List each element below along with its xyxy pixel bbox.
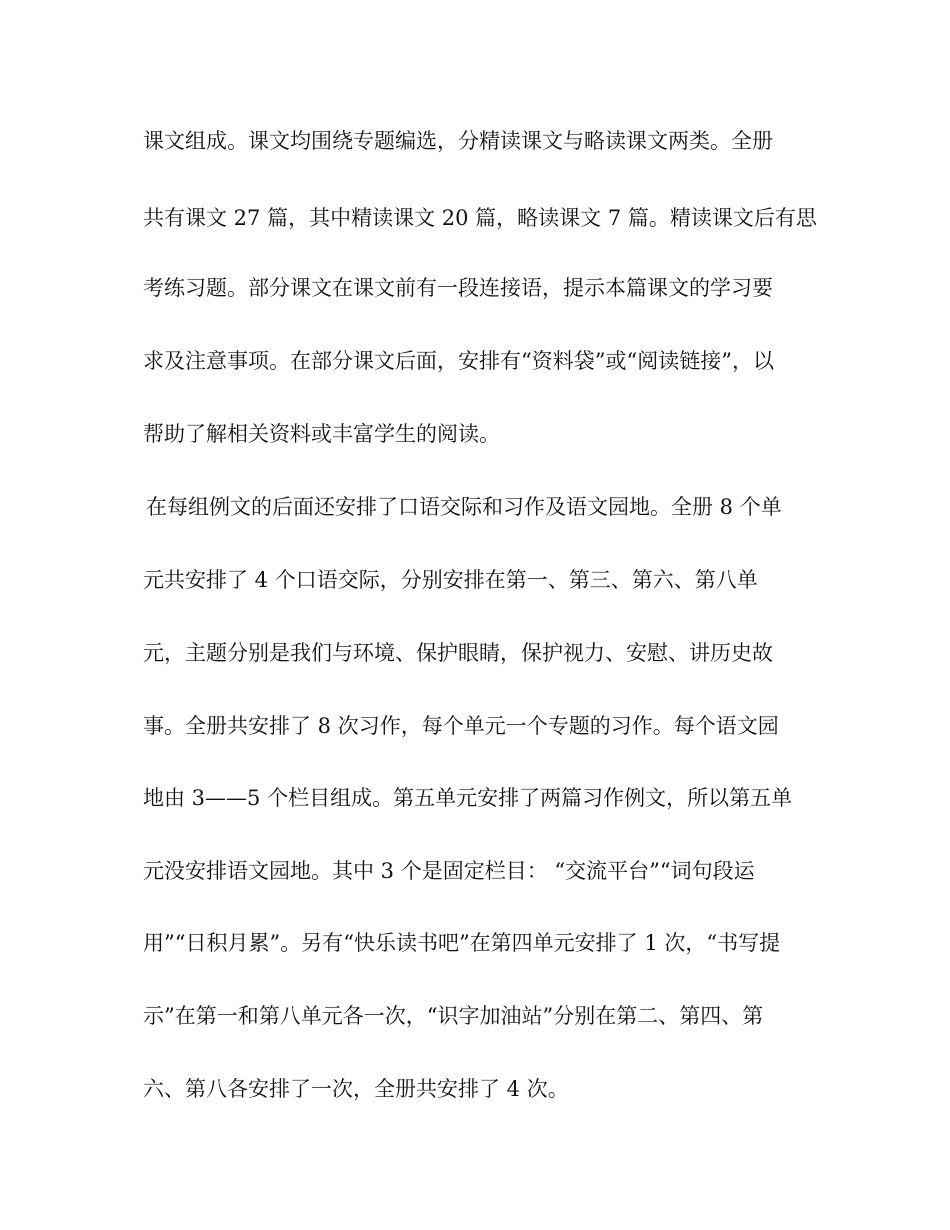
text-line: 帮助了解相关资料或丰富学生的阅读。 — [143, 422, 500, 446]
text-line: 求及注意事项。在部分课文后面，安排有“资料袋”或“阅读链接”，以 — [143, 349, 774, 373]
text-line: 用”“日积月累”。另有“快乐读书吧”在第四单元安排了 1 次，“书写提 — [143, 931, 781, 955]
text-line: 考练习题。部分课文在课文前有一段连接语，提示本篇课文的学习要 — [143, 276, 773, 300]
text-line: 元，主题分别是我们与环境、保护眼睛，保护视力、安慰、讲历史故 — [143, 641, 773, 665]
paragraph-first-line: 在每组例文的后面还安排了口语交际和习作及语文园地。全册 8 个单 — [146, 495, 782, 519]
text-line: 元没安排语文园地。其中 3 个是固定栏目： “交流平台”“词句段运 — [143, 859, 755, 883]
text-line: 共有课文 27 篇，其中精读课文 20 篇，略读课文 7 篇。精读课文后有思 — [143, 206, 817, 230]
text-line: 地由 3——5 个栏目组成。第五单元安排了两篇习作例文，所以第五单 — [143, 786, 793, 810]
text-line: 六、第八各安排了一次，全册共安排了 4 次。 — [143, 1077, 569, 1101]
text-line: 事。全册共安排了 8 次习作，每个单元一个专题的习作。每个语文园 — [143, 714, 779, 738]
text-line: 课文组成。课文均围绕专题编选，分精读课文与略读课文两类。全册 — [143, 129, 773, 153]
text-line: 示”在第一和第八单元各一次，“识字加油站”分别在第二、第四、第 — [143, 1004, 764, 1028]
text-line: 元共安排了 4 个口语交际，分别安排在第一、第三、第六、第八单 — [143, 568, 758, 592]
